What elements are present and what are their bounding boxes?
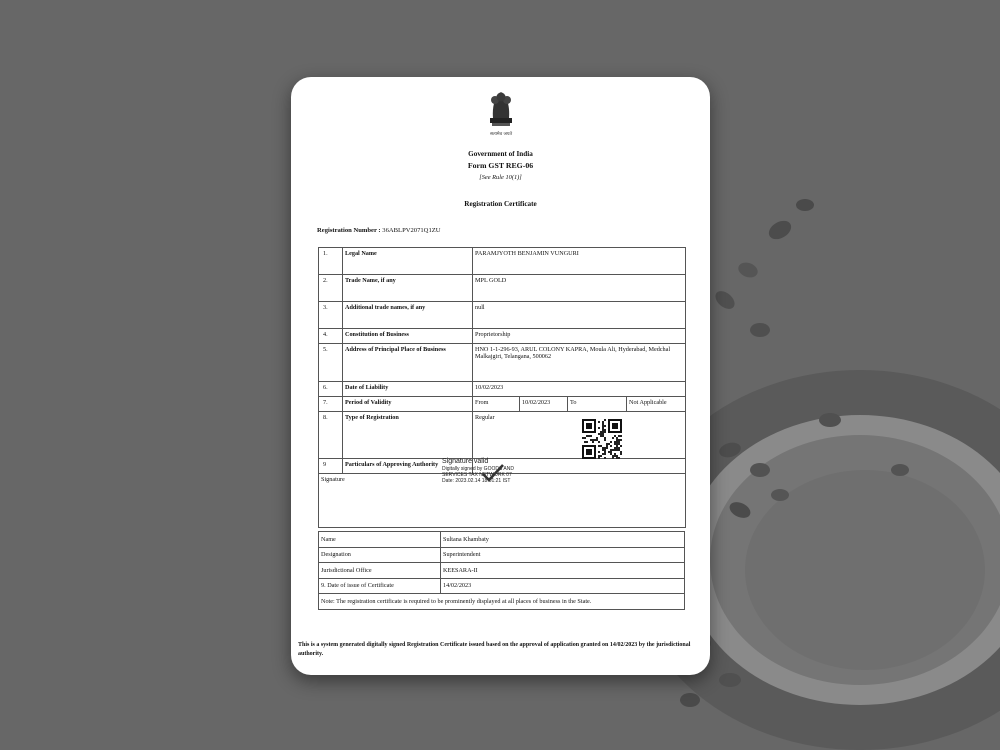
table-row [319,532,685,548]
additional-trade-names-value: null [473,302,686,329]
authority-label: Name [319,532,441,548]
table-row [319,563,685,579]
row-number: 2. [319,275,343,302]
row-label: Address of Principal Place of Business [343,344,473,382]
certificate-title: Registration Certificate [464,200,537,208]
row-label: Additional trade names, if any [343,302,473,329]
certificate-details-table [318,247,686,528]
qr-code-icon [582,419,622,459]
authority-label: Designation [319,547,441,563]
authority-value: Sultana Khambaty [441,532,685,548]
table-row [319,412,686,459]
table-row [319,594,685,610]
row-label: Trade Name, if any [343,275,473,302]
table-row [319,578,685,594]
table-row [319,275,686,302]
signature-date: Date: 2023.02.14 18:01:21 IST [442,478,511,485]
row-label: Particulars of Approving Authority [343,459,473,474]
signature-signed-by: Digitally signed by GOODS AND [442,466,514,473]
validity-from-value: 10/02/2023 [520,397,568,412]
registration-number-label: Registration Number : [317,227,381,234]
table-row [319,248,686,275]
rule-reference: [See Rule 10(1)] [479,174,522,181]
validity-to-value: Not Applicable [627,397,686,412]
row-label: Period of Validity [343,397,473,412]
row-label: Date of Liability [343,382,473,397]
table-row [319,302,686,329]
signature-cell: Signature [319,474,686,528]
government-heading: Government of India [468,150,533,158]
table-row [319,344,686,382]
type-of-registration-value: Regular [473,412,686,459]
validity-from-label: From [473,397,520,412]
signature-valid-text: Signature valid [442,458,489,465]
date-of-liability-value: 10/02/2023 [473,382,686,397]
address-value: HNO 1-1-296-93, ARUL COLONY KAPRA, Moula Ali, Hyderabad, Medchal Malkajgiri, Telangana, 500062 [473,344,686,382]
row-label: Type of Registration [343,412,473,459]
row-label: Constitution of Business [343,329,473,344]
footer-disclaimer: This is a system generated digitally signed Registration Certificate issued based on the approval of application granted on 14/02/2023 by the jurisdictional authority. [298,642,691,658]
authority-value: 14/02/2023 [441,578,685,594]
legal-name-value: PARAMJYOTH BENJAMIN VUNGURI [473,248,686,275]
authority-value: Superintendent [441,547,685,563]
authority-label: 9. Date of issue of Certificate [319,578,441,594]
authority-label: Jurisdictional Office [319,563,441,579]
row-number: 4. [319,329,343,344]
table-row [319,397,686,412]
checkmark-icon [481,463,505,483]
row-number: 5. [319,344,343,382]
display-note: Note: The registration certificate is required to be prominently displayed at all places of business in the State. [319,594,685,610]
trade-name-value: MPL GOLD [473,275,686,302]
registration-number [317,227,441,234]
table-row [319,547,685,563]
table-row [319,329,686,344]
authority-value: KEESARA-II [441,563,685,579]
national-emblem-icon [484,88,518,140]
constitution-value: Proprietorship [473,329,686,344]
row-number: 6. [319,382,343,397]
row-number: 7. [319,397,343,412]
signature-organisation: SERVICES TAX NETWORK 07 [442,472,512,479]
svg-text:सत्यमेव जयते: सत्यमेव जयते [489,132,513,137]
row-number: 9 [319,459,343,474]
form-heading: Form GST REG-06 [467,161,534,170]
row-number: 1. [319,248,343,275]
row-number: 8. [319,412,343,459]
registration-certificate-card [291,77,710,675]
registration-number-value: 36ABLPV2071Q1ZU [382,227,441,234]
row-number: 3. [319,302,343,329]
approving-authority-table [318,531,685,610]
table-row [319,382,686,397]
validity-to-label: To [568,397,627,412]
row-label: Legal Name [343,248,473,275]
